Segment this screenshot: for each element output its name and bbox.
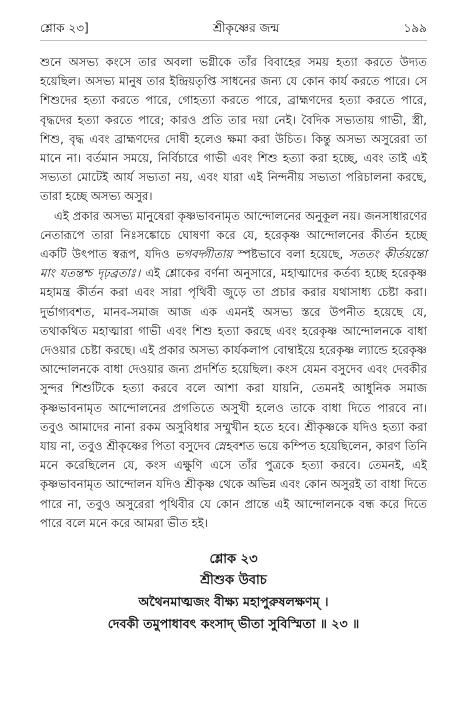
gita-title: ভগবদ্গীতায় xyxy=(175,247,233,262)
paragraph-2-text-a: এই প্রকার অসভ্য মানুষেরা কৃষ্ণভাবনামৃত আন্দোলনের অনুকূল নয়। জনসাধারণের নেতারূপে তারা নিঃসঙ্কোচে ঘোষণা করে যে, হরেকৃষ্ণ আন্দোলনের কীর্তন হচ্ছে একটি উৎপাত স্বরূপ, যদিও xyxy=(40,208,427,262)
gita-quote: সততং কীর্তয়ন্তো মাং যতন্তশ্চ দৃঢ়ব্রতাঃ। xyxy=(40,247,427,281)
verse-speaker: শ্রীশুক উবাচ xyxy=(200,573,267,589)
header-chapter-title: শ্রীকৃষ্ণের জন্ম xyxy=(212,21,280,35)
running-header xyxy=(40,20,427,41)
paragraph-2-text-c: এই শ্লোকের বর্ণনা অনুসারে, মহাত্মাদের কর্তব্য হচ্ছে হরেকৃষ্ণ মহামন্ত্র কীর্তন করা এবং সারা পৃথিবী জুড়ে তা প্রচার করার যথাসাধ্য চেষ্টা করা। দুর্ভাগ্যবশত, মানব-সমাজ আজ এক এমনই অসভ্য স্তরে উপনীত হয়েছে যে, তথাকথিত মহাত্মারা গাভী এবং শিশু হত্যা করছে এবং হরেকৃষ্ণ আন্দোলনকে বাধা দেওয়ার চেষ্টা করছে। এই প্রকার অসভ্য কার্যকলাপ বোম্বাইয়ে হরেকৃষ্ণ ল্যান্ডে হরেকৃষ্ণ আন্দোলনকে বাধা দেওয়ার জন্য প্রদর্শিত হয়েছিল। কংস যেমন বসুদেব এবং দেবকীর সুন্দর শিশুটিকে হত্যা করবে বলে আশা করা যায়নি, তেমনই আধুনিক সমাজ কৃষ্ণভাবনামৃত আন্দোলনের প্রগতিতে অসুখী হলেও তাকে বাধা দিতে পারবে না। তবুও আমাদের নানা রকম অসুবিধার সম্মুখীন হতে হবে। শ্রীকৃষ্ণকে যদিও হত্যা করা যায় না, তবুও শ্রীকৃষ্ণের পিতা বসুদেব স্নেহবশত ভয়ে কম্পিত হয়েছিলেন, কারণ তিনি মনে করেছিলেন যে, কংস এক্ষুণি এসে তাঁর পুত্রকে হত্যা করবে। তেমনই, এই কৃষ্ণভাবনামৃত আন্দোলন যদিও শ্রীকৃষ্ণ থেকে অভিন্ন এবং কোন অসুরই তা বাধা দিতে পারে না, তবুও অসুরেরা পৃথিবীর যে কোন প্রান্তে এই আন্দোলনকে বন্ধ করে দিতে পারে বলে মনে করে আমরা ভীত হই। xyxy=(40,266,427,530)
verse-block xyxy=(40,549,427,635)
purport-paragraph-2 xyxy=(40,207,427,533)
verse-line-1: অথৈনমাত্মজং বীক্ষ্য মহাপুরুষলক্ষণম্ । xyxy=(138,594,329,610)
purport-text xyxy=(40,53,427,533)
header-verse-ref: শ্লোক ২৩] xyxy=(40,21,89,35)
header-page-number: ১৯৯ xyxy=(403,21,427,35)
paragraph-2-text-b: স্পষ্টভাবে বলা হয়েছে, xyxy=(232,247,349,262)
purport-paragraph-1: শুনে অসভ্য কংসে তার অবলা ভগ্নীকে তাঁর বিবাহের সময় হত্যা করতে উদ্যত হয়েছিল। অসভ্য মানুষ তার ইন্দ্রিয়তৃপ্তি সাধনের জন্য যে কোন কার্য করতে পারে। সে শিশুদের হত্যা করতে পারে, গোহত্যা করতে পারে, ব্রাহ্মণদের হত্যা করতে পারে, বৃদ্ধদের হত্যা করতে পারে; কারও প্রতি তার দয়া নেই। বৈদিক সভ্যতায় গাভী, স্ত্রী, শিশু, বৃদ্ধ এবং ব্রাহ্মণদের দোষী হলেও ক্ষমা করা উচিত। কিন্তু অসভ্য অসুরেরা তা মানে না। বর্তমান সময়ে, নির্বিচারে গাভী এবং শিশু হত্যা করা হচ্ছে, এবং তাই এই সভ্যতা মোটেই আর্য সভ্যতা নয়, এবং যারা এই নিন্দনীয় সভ্যতা পরিচালনা করছে, তারা হচ্ছে অসভ্য অসুর। xyxy=(40,55,427,204)
verse-line-2: দেবকী তমুপাধাবৎ কংসাদ্ ভীতা সুবিস্মিতা ॥ ২৩ ॥ xyxy=(107,616,360,632)
verse-number: শ্লোক ২৩ xyxy=(209,552,258,568)
